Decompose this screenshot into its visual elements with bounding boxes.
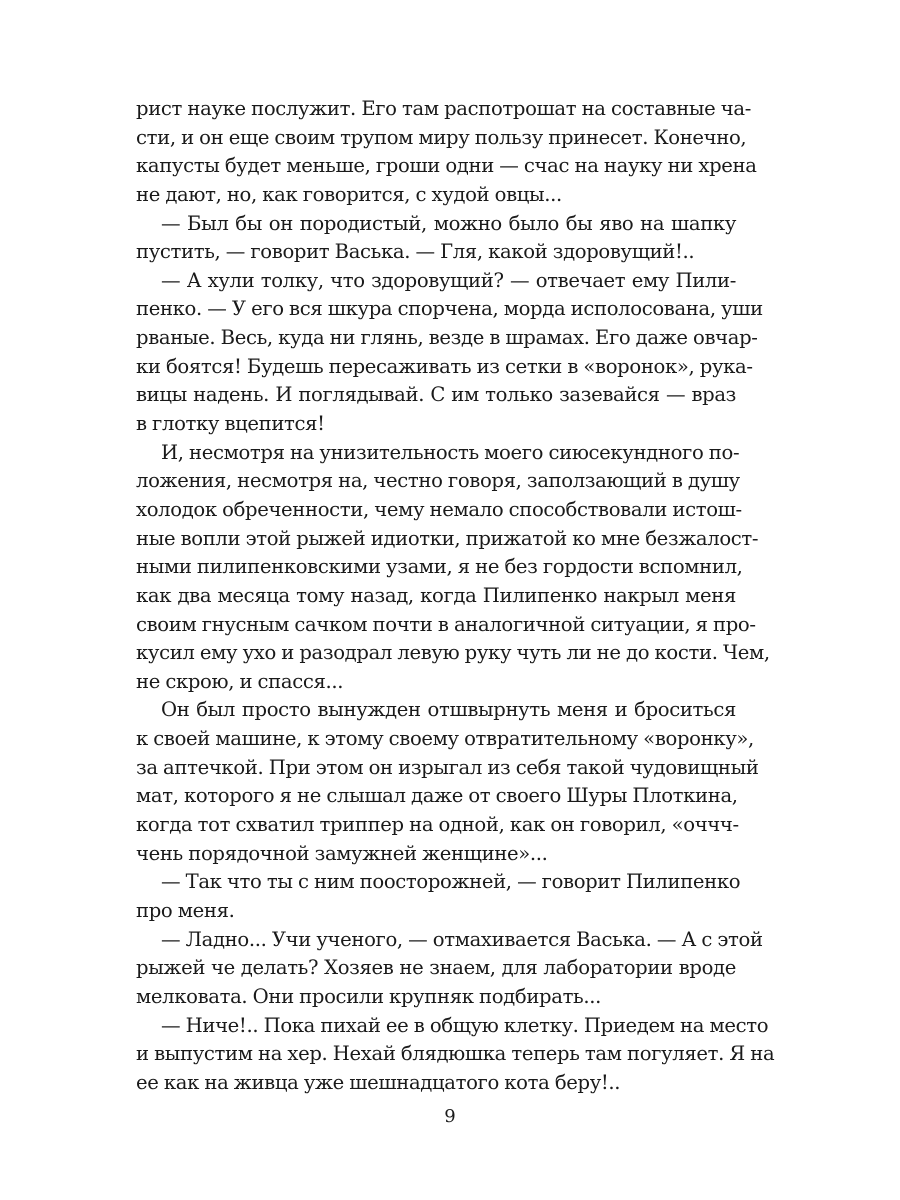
text-line: когда тот схватил триппер на одной, как он говорил, «оччч- [136, 813, 739, 837]
text-line: мелковата. Они просили крупняк подбирать... [136, 984, 602, 1008]
text-line: мат, которого я не слышал даже от своего Шуры Плоткина, [136, 784, 738, 808]
paragraph [136, 267, 763, 439]
text-line: своим гнусным сачком почти в аналогичной ситуации, я про- [136, 612, 756, 636]
text-line: к своей машине, к этому своему отвратительному «воронку», [136, 727, 754, 751]
text-line: не скрою, и спасся... [136, 669, 344, 693]
paragraph [136, 210, 736, 267]
paragraph [136, 868, 741, 925]
text-line: ложения, несмотря на, честно говоря, заползающий в душу [136, 469, 740, 493]
text-line: холодок обреченности, чему немало способствовали истош- [136, 497, 742, 521]
text-line: и выпустим на хер. Нехай блядюшка теперь там погуляет. Я на [136, 1042, 775, 1066]
paragraph [136, 95, 757, 210]
text-line: пустить, — говорит Васька. — Гля, какой здоровущий!.. [136, 240, 695, 264]
text-line: вицы надень. И поглядывай. С им только зазевайся — враз [136, 383, 736, 407]
text-line: не дают, но, как говорится, с худой овцы... [136, 182, 562, 206]
text-line: — Ниче!.. Пока пихай ее в общую клетку. Приедем на место [161, 1013, 769, 1037]
text-line: — Был бы он породистый, можно было бы яво на шапку [161, 211, 736, 235]
text-line: ки боятся! Будешь пересаживать из сетки в «воронок», рука- [136, 354, 753, 378]
text-line: ее как на живца уже шешнадцатого кота беру!.. [136, 1070, 621, 1094]
text-line: рыжей че делать? Хозяев не знаем, для лаборатории вроде [136, 956, 736, 980]
text-line: — А хули толку, что здоровущий? — отвечает ему Пили- [161, 268, 736, 292]
text-line: как два месяца тому назад, когда Пилипенко накрыл меня [136, 583, 736, 607]
text-line: рваные. Весь, куда ни глянь, везде в шрамах. Его даже овчар- [136, 326, 758, 350]
text-line: капусты будет меньше, гроши одни — счас на науку ни хрена [136, 154, 757, 178]
text-line: ные вопли этой рыжей идиотки, прижатой ко мне безжалост- [136, 526, 759, 550]
text-line: за аптечкой. При этом он изрыгал из себя такой чудовищный [136, 755, 759, 779]
text-line: пенко. — У его вся шкура спорчена, морда исполосована, уши [136, 297, 763, 321]
body-text [136, 95, 775, 1097]
text-line: Он был просто вынужден отшвырнуть меня и броситься [161, 698, 736, 722]
page-number: 9 [444, 1106, 456, 1127]
text-line: И, несмотря на унизительность моего сиюсекундного по- [161, 440, 740, 464]
text-line: кусил ему ухо и разодрал левую руку чуть ли не до кости. Чем, [136, 641, 770, 665]
paragraph [136, 1012, 775, 1098]
text-line: — Так что ты с ним поосторожней, — говорит Пилипенко [161, 870, 741, 894]
text-line: — Ладно... Учи ученого, — отмахивается Васька. — А с этой [161, 927, 763, 951]
text-line: про меня. [136, 898, 235, 922]
paragraph [136, 439, 770, 697]
paragraph [136, 926, 763, 1012]
text-line: рист науке послужит. Его там распотрошат на составные ча- [136, 97, 751, 120]
text-line: сти, и он еще своим трупом миру пользу принесет. Конечно, [136, 125, 747, 149]
paragraph [136, 696, 759, 868]
text-line: в глотку вцепится! [136, 412, 325, 436]
text-line: ными пилипенковскими узами, я не без гордости вспомнил, [136, 555, 743, 579]
text-line: чень порядочной замужней женщине»... [136, 841, 548, 865]
